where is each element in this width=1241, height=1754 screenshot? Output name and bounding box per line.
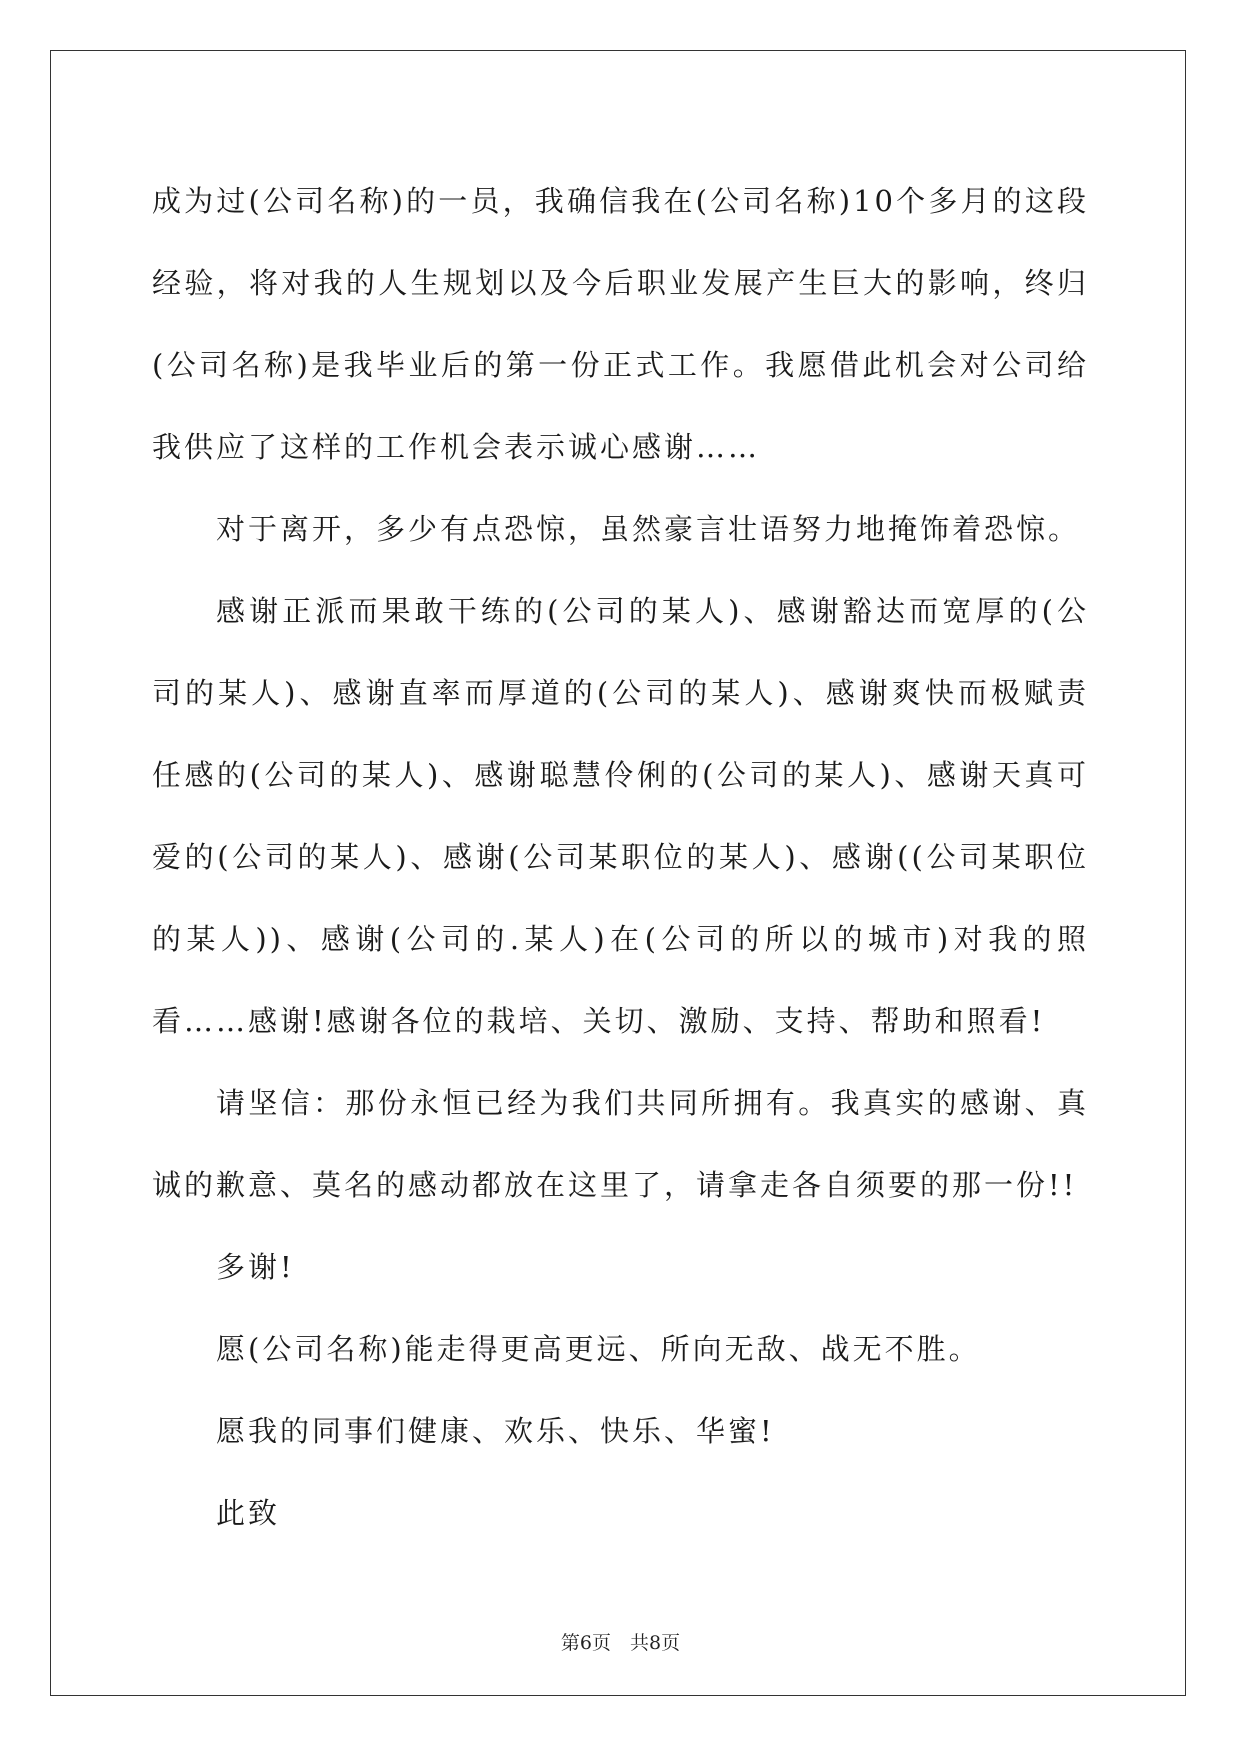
paragraph-2: 对于离开，多少有点恐惊，虽然豪言壮语努力地掩饰着恐惊。 — [216, 512, 1081, 546]
document-body — [152, 160, 1089, 1554]
page-number-footer — [0, 1628, 1241, 1655]
paragraph-7: 愿我的同事们健康、欢乐、快乐、华蜜! — [216, 1414, 775, 1448]
paragraph-4: 请坚信：那份永恒已经为我们共同所拥有。我真实的感谢、真诚的歉意、莫名的感动都放在这里了，请拿走各自须要的那一份!! — [152, 1086, 1089, 1202]
paragraph-1: 成为过(公司名称)的一员，我确信我在(公司名称)10个多月的这段经验，将对我的人生规划以及今后职业发展产生巨大的影响，终归(公司名称)是我毕业后的第一份正式工作。我愿借此机会对公司给我供应了这样的工作机会表示诚心感谢…… — [152, 184, 1089, 464]
paragraph-3: 感谢正派而果敢干练的(公司的某人)、感谢豁达而宽厚的(公司的某人)、感谢直率而厚道的(公司的某人)、感谢爽快而极赋责任感的(公司的某人)、感谢聪慧伶俐的(公司的某人)、感谢天真可爱的(公司的某人)、感谢(公司某职位的某人)、感谢((公司某职位的某人))、感谢(公司的.某人)在(公司的所以的城市)对我的照看……感谢!感谢各位的栽培、关切、激励、支持、帮助和照看! — [152, 594, 1089, 1038]
paragraph-6: 愿(公司名称)能走得更高更远、所向无敌、战无不胜。 — [216, 1332, 981, 1366]
paragraph-8: 此致 — [216, 1496, 281, 1530]
paragraph-5: 多谢! — [216, 1250, 295, 1284]
page-number-label: 第6页 共8页 — [560, 1632, 681, 1654]
